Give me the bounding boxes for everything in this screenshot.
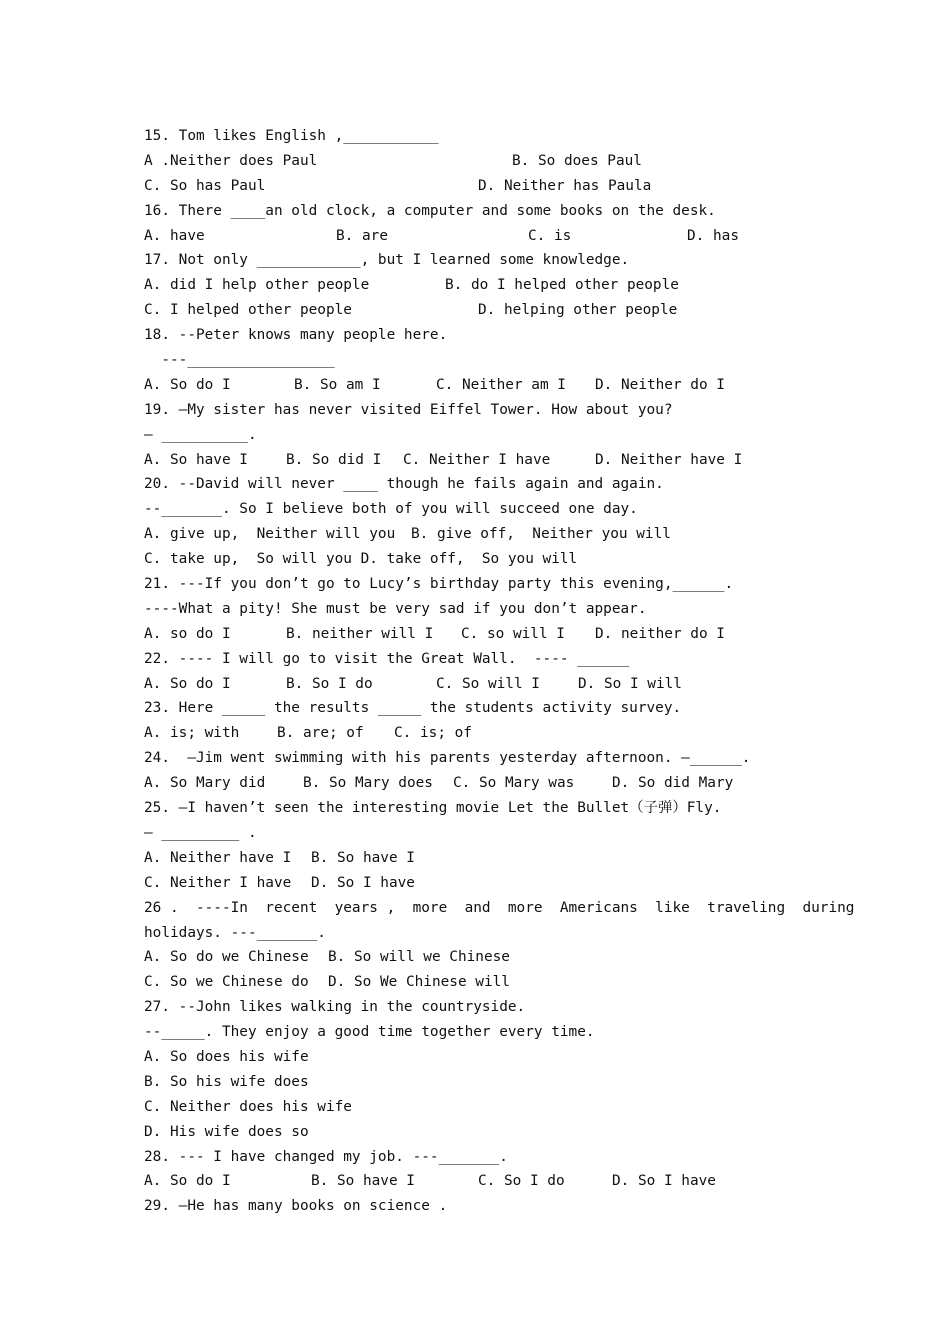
options-row xyxy=(144,448,824,473)
option-a: A. So do I xyxy=(144,376,231,393)
options-row xyxy=(144,547,824,572)
option-d: D. So I have xyxy=(612,1173,716,1190)
question-26: 26 . ----In recent years , more and more Americans like traveling during xyxy=(144,899,855,916)
option-a: A. is; with xyxy=(144,725,240,742)
option-b: B. So have I xyxy=(311,1173,415,1190)
option-d: D. So We Chinese will xyxy=(328,974,510,991)
option-d: D. helping other people xyxy=(478,302,678,319)
answer-line: ----What a pity! She must be very sad if you don’t appear. xyxy=(144,600,647,617)
option-d: D. So I will xyxy=(578,675,682,692)
option-c: C. Neither I have xyxy=(144,874,292,891)
question-24: 24. –Jim went swimming with his parents yesterday afternoon. –______. xyxy=(144,750,751,767)
answer-line: ---_________________ xyxy=(144,352,335,369)
answer-line: --_______. So I believe both of you will succeed one day. xyxy=(144,501,638,518)
option-b: B. So Mary does xyxy=(303,775,433,792)
option-a: A. So does his wife xyxy=(144,1048,309,1065)
question-16: 16. There ____an old clock, a computer and some books on the desk. xyxy=(144,202,716,219)
options-row xyxy=(144,1169,824,1194)
option-a: A. have xyxy=(144,227,205,244)
option-d: D. So I have xyxy=(311,874,415,891)
options-row xyxy=(144,298,824,323)
option-b: B. do I helped other people xyxy=(445,277,679,294)
option-a: A .Neither does Paul xyxy=(144,152,318,169)
question-28: 28. --- I have changed my job. ---_______. xyxy=(144,1148,508,1165)
options-row xyxy=(144,771,824,796)
question-27: 27. --John likes walking in the countryside. xyxy=(144,999,526,1016)
option-d: D. Neither do I xyxy=(595,376,725,393)
option-c: C. Neither am I xyxy=(436,376,566,393)
option-c: C. Neither does his wife xyxy=(144,1098,352,1115)
option-c-d: C. take up, So will you D. take off, So you will xyxy=(144,551,578,568)
answer-line: – __________. xyxy=(144,426,257,443)
option-d: D. neither do I xyxy=(595,625,725,642)
answer-line: holidays. ---_______. xyxy=(144,924,326,941)
option-d: D. His wife does so xyxy=(144,1123,309,1140)
option-a: A. did I help other people xyxy=(144,277,370,294)
option-a: A. So have I xyxy=(144,451,248,468)
answer-line: --_____. They enjoy a good time together every time. xyxy=(144,1024,595,1041)
option-b: B. So did I xyxy=(286,451,382,468)
option-c: C. So will I xyxy=(436,675,540,692)
question-18: 18. --Peter knows many people here. xyxy=(144,327,448,344)
option-b: B. So will we Chinese xyxy=(328,949,510,966)
option-c: C. so will I xyxy=(461,625,565,642)
option-a: A. So do I xyxy=(144,1173,231,1190)
option-c: C. So we Chinese do xyxy=(144,974,309,991)
options-row xyxy=(144,373,824,398)
option-b: B. So does Paul xyxy=(512,152,642,169)
options-row xyxy=(144,522,824,547)
option-b: B. are xyxy=(336,227,388,244)
question-29: 29. —He has many books on science . xyxy=(144,1198,448,1215)
options-row xyxy=(144,224,824,249)
answer-line: — _________ . xyxy=(144,824,257,841)
question-17: 17. Not only ____________, but I learned some knowledge. xyxy=(144,252,630,269)
option-d: D. So did Mary xyxy=(612,775,734,792)
question-15: 15. Tom likes English ,___________ xyxy=(144,128,439,144)
option-c: C. Neither I have xyxy=(403,451,551,468)
options-row xyxy=(144,174,824,199)
options-row xyxy=(144,622,824,647)
option-c: C. So Mary was xyxy=(453,775,575,792)
option-a: A. So do we Chinese xyxy=(144,949,309,966)
options-row xyxy=(144,945,824,970)
option-c: C. is xyxy=(528,227,572,244)
question-20: 20. --David will never ____ though he fails again and again. xyxy=(144,476,664,493)
option-b: B. are; of xyxy=(277,725,364,742)
options-row xyxy=(144,149,824,174)
option-a: A. So Mary did xyxy=(144,775,266,792)
option-a: A. so do I xyxy=(144,625,231,642)
option-b: B. So I do xyxy=(286,675,373,692)
option-b: B. So am I xyxy=(294,376,381,393)
options-row xyxy=(144,871,824,896)
option-c: C. is; of xyxy=(394,725,472,742)
question-22: 22. ---- I will go to visit the Great Wall. ---- ______ xyxy=(144,650,630,667)
options-row xyxy=(144,672,824,697)
options-row xyxy=(144,846,824,871)
option-d: D. Neither have I xyxy=(595,451,743,468)
options-row xyxy=(144,721,824,746)
option-c: C. I helped other people xyxy=(144,302,352,319)
option-c: C. So I do xyxy=(478,1173,565,1190)
option-b: B. give off, Neither you will xyxy=(411,526,671,543)
options-row xyxy=(144,273,824,298)
question-21: 21. ---If you don’t go to Lucy’s birthday party this evening,______. xyxy=(144,576,734,593)
question-19: 19. –My sister has never visited Eiffel Tower. How about you? xyxy=(144,401,673,418)
option-c: C. So has Paul xyxy=(144,177,266,194)
option-b: B. So his wife does xyxy=(144,1073,309,1090)
options-row xyxy=(144,970,824,995)
option-a: A. give up, Neither will you xyxy=(144,526,396,543)
option-b: B. neither will I xyxy=(286,625,434,642)
option-a: A. Neither have I xyxy=(144,849,292,866)
option-d: D. Neither has Paula xyxy=(478,177,652,194)
worksheet xyxy=(144,124,855,1219)
question-25: 25. —I haven’t seen the interesting movie Let the Bullet（子弹）Fly. xyxy=(144,800,722,817)
option-d: D. has xyxy=(687,227,739,244)
option-b: B. So have I xyxy=(311,849,415,866)
question-23: 23. Here _____ the results _____ the students activity survey. xyxy=(144,700,682,717)
option-a: A. So do I xyxy=(144,675,231,692)
